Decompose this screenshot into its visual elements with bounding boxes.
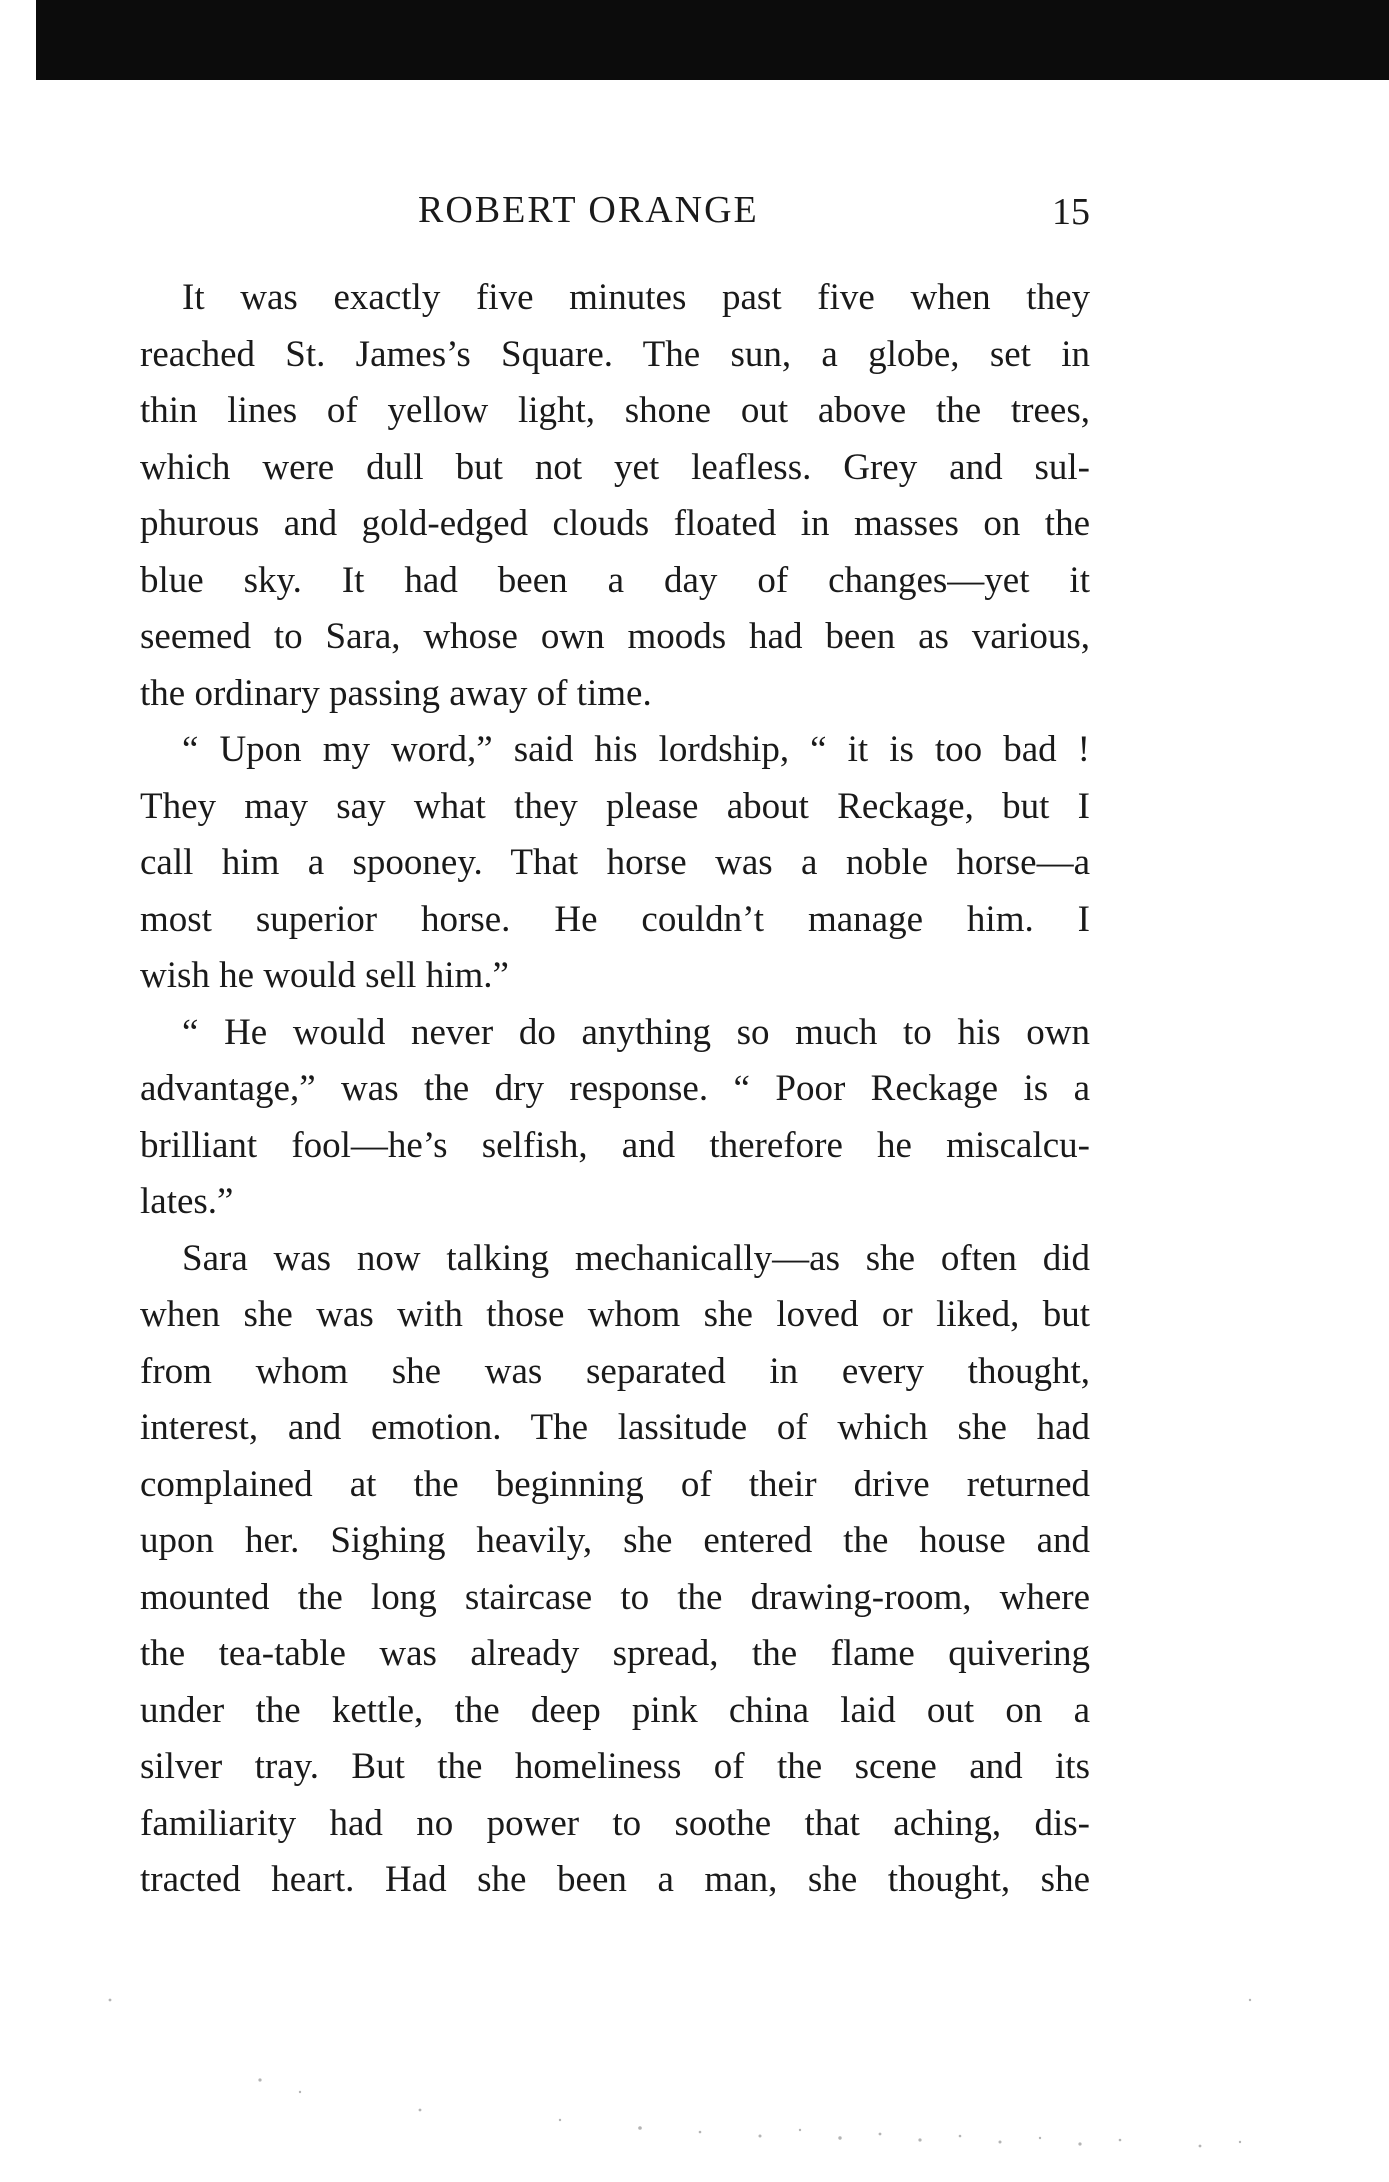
paragraph-4-line-9: under the kettle, the deep pink china laid out on a (140, 1689, 1090, 1731)
paragraph-4-line-12: tracted heart. Had she been a man, she thought, she (140, 1859, 1090, 1900)
paragraph-3-line-2: advantage,” was the dry response. “ Poor Reckage is a (140, 1068, 1090, 1109)
paragraph-4-line-5: complained at the beginning of their drive returned (140, 1463, 1090, 1505)
paragraph-2-line-3: call him a spooney. That horse was a noble horse—a (140, 842, 1090, 883)
scan-noise (0, 1960, 1389, 2182)
paragraph-1-line-3: thin lines of yellow light, shone out above the trees, (140, 390, 1090, 431)
paragraph-4-line-4: interest, and emotion. The lassitude of which she had (140, 1407, 1090, 1448)
paragraph-3-line-1: “ He would never do anything so much to his own (182, 1011, 1090, 1053)
paragraph-2-line-2: They may say what they please about Reckage, but I (140, 785, 1090, 827)
paragraph-1-line-5: phurous and gold-edged clouds floated in masses on the (140, 503, 1090, 544)
body-text (140, 270, 1090, 1909)
paragraph-1-line-8: the ordinary passing away of time. (140, 672, 652, 714)
page-header (140, 188, 1090, 238)
paragraph-4-line-7: mounted the long staircase to the drawing-room, where (140, 1576, 1090, 1618)
paragraph-1-line-6: blue sky. It had been a day of changes—yet it (140, 559, 1090, 601)
paragraph-4-line-3: from whom she was separated in every thought, (140, 1350, 1090, 1392)
paragraph-3-line-4: lates.” (140, 1181, 234, 1222)
running-title: ROBERT ORANGE (418, 189, 759, 231)
paragraph-2-line-4: most superior horse. He couldn’t manage him. I (140, 898, 1090, 940)
paragraph-1-line-4: which were dull but not yet leafless. Grey and sul- (140, 446, 1090, 488)
paragraph-4-line-1: Sara was now talking mechanically—as she often did (182, 1237, 1090, 1279)
paragraph-4-line-8: the tea-table was already spread, the flame quivering (140, 1633, 1090, 1674)
paragraph-4-line-6: upon her. Sighing heavily, she entered the house and (140, 1520, 1090, 1561)
paragraph-2-line-1: “ Upon my word,” said his lordship, “ it is too bad ! (182, 729, 1090, 770)
paragraph-1-line-2: reached St. James’s Square. The sun, a globe, set in (140, 333, 1090, 375)
paragraph-4-line-2: when she was with those whom she loved or liked, but (140, 1294, 1090, 1335)
paragraph-4-line-11: familiarity had no power to soothe that aching, dis- (140, 1802, 1090, 1844)
page-number: 15 (1052, 191, 1090, 233)
paragraph-1-line-1: It was exactly five minutes past five when they (182, 277, 1090, 318)
paragraph-3-line-3: brilliant fool—he’s selfish, and therefore he miscalcu- (140, 1124, 1090, 1166)
paragraph-4-line-10: silver tray. But the homeliness of the scene and its (140, 1746, 1090, 1787)
scan-top-border (36, 0, 1389, 80)
paragraph-1-line-7: seemed to Sara, whose own moods had been as various, (140, 616, 1090, 657)
paragraph-2-line-5: wish he would sell him.” (140, 955, 509, 996)
